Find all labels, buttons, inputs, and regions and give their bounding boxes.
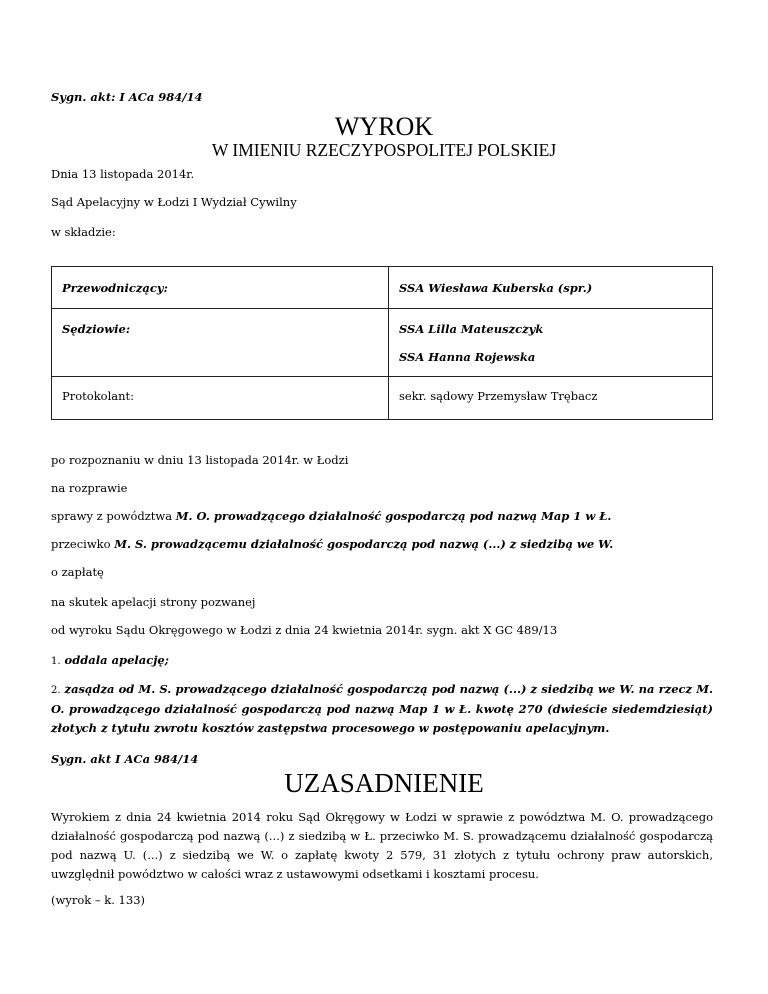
judge-name: SSA Hanna Rojewska bbox=[399, 350, 536, 364]
plaintiff-prefix: sprawy z powództwa bbox=[51, 509, 176, 523]
clerk-label: Protokolant: bbox=[62, 389, 135, 403]
chair-label: Przewodniczący: bbox=[62, 281, 168, 295]
composition-label: w składzie: bbox=[51, 225, 116, 239]
considered-line: po rozpoznaniu w dniu 13 listopada 2014r. w Łodzi bbox=[51, 453, 349, 467]
clerk-value: sekr. sądowy Przemysław Trębacz bbox=[399, 389, 598, 403]
table-row bbox=[52, 377, 713, 420]
ruling-text: zasądza od M. S. prowadzącego działalność gospodarczą pod nazwą (...) z siedzibą we W. na rzecz M. O. prowadzącego działalność gospodarczą pod nazwą Map 1 w Ł. kwotę 270 (dwieście siedemdziesiąt) złotych z tytułu zwrotu kosztów zastępstwa procesowego w postępowaniu apelacyjnym. bbox=[51, 682, 713, 735]
from-judgment-line: od wyroku Sądu Okręgowego w Łodzi z dnia 24 kwietnia 2014r. sygn. akt X GC 489/13 bbox=[51, 623, 558, 637]
justification-paragraph: Wyrokiem z dnia 24 kwietnia 2014 roku Sąd Okręgowy w Łodzi w sprawie z powództwa M. O. prowadzącego działalność gospodarczą pod nazwą (...) z siedzibą w Ł. przeciwko M. S. prowadzącemu działalność gospodarczą pod nazwą U. (...) z siedzibą we W. o zapłatę kwoty 2 579, 31 złotych z tytułu ochrony praw autorskich, uwzględnił powództwo w całości wraz z ustawowymi odsetkami i kosztami procesu. bbox=[51, 810, 713, 881]
ruling-number: 1. bbox=[51, 656, 61, 667]
plaintiff-name: M. O. prowadzącego działalność gospodarczą pod nazwą Map 1 w Ł. bbox=[175, 509, 612, 523]
appeal-line: na skutek apelacji strony pozwanej bbox=[51, 595, 256, 609]
hearing-line: na rozprawie bbox=[51, 481, 128, 495]
document-subtitle: W IMIENIU RZECZYPOSPOLITEJ POLSKIEJ bbox=[211, 140, 557, 160]
defendant-line bbox=[51, 537, 613, 551]
judge-name: SSA Lilla Mateuszczyk bbox=[399, 322, 544, 336]
case-signature: Sygn. akt: I ACa 984/14 bbox=[51, 90, 203, 104]
court-name: Sąd Apelacyjny w Łodzi I Wydział Cywilny bbox=[51, 195, 297, 209]
subject-line: o zapłatę bbox=[51, 565, 104, 579]
ruling-item bbox=[51, 680, 713, 738]
defendant-prefix: przeciwko bbox=[51, 537, 115, 551]
judgment-date: Dnia 13 listopada 2014r. bbox=[51, 167, 195, 181]
justification-ref: (wyrok – k. 133) bbox=[51, 893, 145, 907]
ruling-text: oddala apelację; bbox=[64, 653, 169, 667]
plaintiff-line bbox=[51, 509, 611, 523]
table-row bbox=[52, 267, 713, 309]
justification-signature: Sygn. akt I ACa 984/14 bbox=[51, 752, 199, 766]
judges-label: Sędziowie: bbox=[62, 322, 131, 336]
justification-title: UZASADNIENIE bbox=[284, 768, 484, 798]
table-row bbox=[52, 309, 713, 377]
defendant-name: M. S. prowadzącemu działalność gospodarczą pod nazwą (...) z siedzibą we W. bbox=[114, 537, 614, 551]
ruling-item bbox=[51, 653, 169, 667]
ruling-number: 2. bbox=[51, 685, 61, 696]
document-title: WYROK bbox=[334, 112, 434, 141]
chair-value: SSA Wiesława Kuberska (spr.) bbox=[399, 281, 593, 295]
composition-table bbox=[51, 266, 713, 420]
